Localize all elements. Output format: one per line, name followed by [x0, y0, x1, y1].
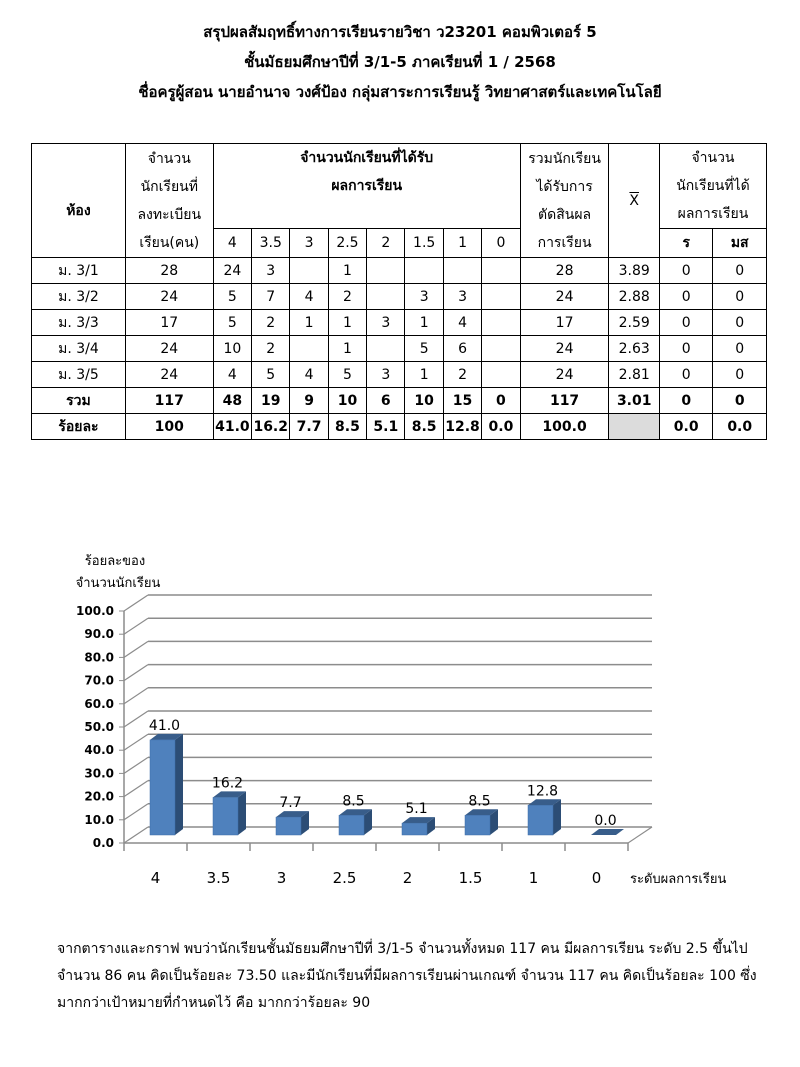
cell-mean: 2.59 — [609, 310, 659, 336]
y-tick-label: 50.0 — [84, 720, 114, 734]
cell-grade-count: 10 — [405, 388, 443, 414]
cell-mean: 2.63 — [609, 336, 659, 362]
cell-grade-count — [367, 258, 405, 284]
cell-grade-count: 5 — [328, 362, 366, 388]
bar — [339, 815, 364, 835]
y-axis-title: จำนวนนักเรียน — [75, 576, 161, 591]
cell-ms: 0 — [713, 258, 767, 284]
cell-room: ม. 3/4 — [32, 336, 126, 362]
cell-mean: 2.81 — [609, 362, 659, 388]
sum-row — [32, 388, 767, 414]
cell-r: 0.0 — [659, 414, 713, 440]
cell-grade-count: 1 — [328, 310, 366, 336]
y-tick-label: 20.0 — [84, 789, 114, 804]
y-tick-label: 70.0 — [84, 673, 114, 688]
table-row — [32, 258, 767, 284]
cell-grade-count: 3 — [405, 284, 443, 310]
bar-value-label: 8.5 — [342, 793, 365, 810]
grid-slant — [124, 757, 148, 773]
y-tick-label: 10.0 — [84, 812, 114, 827]
cell-grade-count: 1 — [328, 336, 366, 362]
x-axis-title: ระดับผลการเรียน — [630, 872, 727, 887]
cell-registered: 100 — [125, 414, 213, 440]
cell-grade-count: 15 — [443, 388, 481, 414]
bar — [465, 815, 490, 835]
report-subtitle: ชั้นมัธยมศึกษาปีที่ 3/1-5 ภาคเรียนที่ 1 / 2568 — [244, 53, 556, 71]
header-grade-1.5: 1.5 — [405, 229, 443, 258]
header-grade-3: 3 — [290, 229, 328, 258]
cell-mean: 3.89 — [609, 258, 659, 284]
cell-ms: 0 — [713, 336, 767, 362]
cell-grade-count — [443, 258, 481, 284]
cell-r: 0 — [659, 362, 713, 388]
cell-total: 24 — [520, 336, 609, 362]
header-line: ผลการเรียน — [331, 178, 403, 194]
bar-value-label: 7.7 — [279, 795, 302, 812]
cell-registered: 24 — [125, 284, 213, 310]
report-title: สรุปผลสัมฤทธิ์ทางการเรียนรายวิชา ว23201 คอมพิวเตอร์ 5 — [203, 23, 597, 41]
header-line: ตัดสินผล — [538, 206, 592, 223]
header-line: จำนวนนักเรียนที่ได้รับ — [300, 150, 434, 166]
grid-slant — [124, 688, 148, 704]
cell-grade-count: 6 — [367, 388, 405, 414]
cell-registered: 117 — [125, 388, 213, 414]
cell-grade-count: 2 — [252, 336, 290, 362]
cell-r: 0 — [659, 310, 713, 336]
bar-side — [175, 734, 183, 835]
bar-top — [591, 829, 624, 835]
header-line: นักเรียนที่ได้ — [676, 178, 750, 194]
table-row — [32, 310, 767, 336]
header-line: การเรียน — [537, 234, 592, 251]
header-line: จำนวน — [147, 150, 191, 167]
cell-total: 117 — [520, 388, 609, 414]
header-other-group — [659, 144, 766, 229]
table-row — [32, 362, 767, 388]
cell-ms: 0 — [713, 310, 767, 336]
cell-grade-count: 2 — [328, 284, 366, 310]
header-line: รวมนักเรียน — [528, 150, 601, 167]
bar-value-label: 12.8 — [526, 783, 559, 800]
cell-grade-count: 10 — [328, 388, 366, 414]
table-row — [32, 336, 767, 362]
bar — [528, 805, 553, 835]
cell-grade-count: 1 — [328, 258, 366, 284]
header-grade-0: 0 — [482, 229, 520, 258]
cell-grade-count: 2 — [443, 362, 481, 388]
cell-total: 100.0 — [520, 414, 609, 440]
cell-mean: 3.01 — [609, 388, 659, 414]
cell-grade-count — [482, 362, 520, 388]
header-grade-3.5: 3.5 — [252, 229, 290, 258]
cell-grade-count: 2 — [252, 310, 290, 336]
header-room-label: ห้อง — [66, 202, 91, 219]
cell-grade-count: 1 — [405, 362, 443, 388]
header-r: ร — [659, 229, 713, 258]
cell-r: 0 — [659, 388, 713, 414]
cell-r: 0 — [659, 336, 713, 362]
y-tick-label: 60.0 — [84, 696, 114, 711]
cell-room: ม. 3/3 — [32, 310, 126, 336]
x-tick-label: 2 — [402, 869, 413, 887]
cell-total: 28 — [520, 258, 609, 284]
cell-total: 17 — [520, 310, 609, 336]
grade-summary-table — [31, 143, 767, 440]
cell-room: ร้อยละ — [32, 414, 126, 440]
cell-room: ม. 3/5 — [32, 362, 126, 388]
cell-registered: 28 — [125, 258, 213, 284]
cell-grade-count: 3 — [443, 284, 481, 310]
cell-grade-count — [290, 258, 328, 284]
cell-grade-count: 8.5 — [405, 414, 443, 440]
cell-grade-count: 3 — [367, 362, 405, 388]
mean-symbol: $\overline{X}$ — [629, 192, 640, 209]
bar-value-label: 41.0 — [148, 717, 181, 734]
grid-slant — [124, 734, 148, 750]
bar — [213, 797, 238, 835]
cell-grade-count: 5 — [252, 362, 290, 388]
cell-grade-count: 10 — [213, 336, 251, 362]
y-axis-title: ร้อยละของ — [84, 554, 146, 569]
cell-total: 24 — [520, 284, 609, 310]
cell-grade-count: 4 — [290, 284, 328, 310]
bar-side — [238, 791, 246, 835]
x-tick-label: 1.5 — [458, 869, 483, 887]
bar — [276, 817, 301, 835]
grid-slant — [124, 665, 148, 681]
cell-grade-count: 0.0 — [482, 414, 520, 440]
cell-grade-count: 24 — [213, 258, 251, 284]
cell-grade-count: 7 — [252, 284, 290, 310]
cell-grade-count — [482, 336, 520, 362]
header-grade-4: 4 — [213, 229, 251, 258]
grade-distribution-chart — [0, 540, 800, 900]
cell-registered: 17 — [125, 310, 213, 336]
bar-value-label: 16.2 — [211, 775, 244, 792]
cell-grade-count: 1 — [290, 310, 328, 336]
summary-paragraph: จากตารางและกราฟ พบว่านักเรียนชั้นมัธยมศึกษาปีที่ 3/1-5 จำนวนทั้งหมด 117 คน มีผลการเรียน ระดับ 2.5 ขึ้นไป จำนวน 86 คน คิดเป็นร้อยละ 73.50 และมีนักเรียนที่มีผลการเรียนผ่านเกณฑ์ จำนวน 117 คน คิดเป็นร้อยละ 100 ซึ่งมากกว่าเป้าหมายที่กำหนดไว้ คือ มากกว่าร้อยละ 90 — [57, 941, 757, 1011]
header-line: จำนวน — [691, 150, 735, 166]
x-tick-label: 1 — [528, 869, 539, 887]
grid-slant — [124, 827, 148, 843]
cell-registered: 24 — [125, 362, 213, 388]
header-ms: มส — [713, 229, 767, 258]
bar — [402, 823, 427, 835]
percent-row — [32, 414, 767, 440]
cell-grade-count: 16.2 — [252, 414, 290, 440]
header-line: ลงทะเบียน — [137, 206, 202, 223]
cell-grade-count: 41.0 — [213, 414, 251, 440]
cell-grade-count: 5 — [213, 310, 251, 336]
grid-slant — [124, 711, 148, 727]
x-tick-label: 2.5 — [332, 869, 357, 887]
bar-side — [553, 799, 561, 835]
cell-room: ม. 3/2 — [32, 284, 126, 310]
cell-room: รวม — [32, 388, 126, 414]
cell-grade-count — [482, 284, 520, 310]
y-tick-label: 0.0 — [92, 836, 114, 850]
cell-grade-count: 1 — [405, 310, 443, 336]
cell-grade-count: 12.8 — [443, 414, 481, 440]
cell-grade-count — [405, 258, 443, 284]
header-line: นักเรียนที่ — [140, 178, 198, 195]
cell-grade-count: 5 — [405, 336, 443, 362]
cell-ms: 0.0 — [713, 414, 767, 440]
x-tick-label: 3 — [276, 869, 287, 887]
header-grade-1: 1 — [443, 229, 481, 258]
cell-grade-count: 5 — [213, 284, 251, 310]
cell-grade-count: 4 — [443, 310, 481, 336]
cell-ms: 0 — [713, 388, 767, 414]
cell-grade-count: 0 — [482, 388, 520, 414]
cell-grade-count: 4 — [290, 362, 328, 388]
table-row — [32, 284, 767, 310]
cell-room: ม. 3/1 — [32, 258, 126, 284]
cell-grade-count — [482, 310, 520, 336]
cell-mean — [609, 414, 659, 440]
cell-r: 0 — [659, 258, 713, 284]
header-grade-2: 2 — [367, 229, 405, 258]
y-tick-label: 90.0 — [84, 627, 114, 642]
header-grades-group — [213, 144, 520, 229]
cell-grade-count — [290, 336, 328, 362]
header-mean — [609, 144, 659, 258]
grid-slant — [124, 781, 148, 797]
cell-ms: 0 — [713, 362, 767, 388]
x-tick-label: 3.5 — [206, 869, 231, 887]
header-line: ได้รับการ — [536, 178, 593, 195]
grid-slant — [124, 595, 148, 611]
cell-grade-count: 7.7 — [290, 414, 328, 440]
cell-grade-count: 6 — [443, 336, 481, 362]
cell-total: 24 — [520, 362, 609, 388]
cell-grade-count — [367, 284, 405, 310]
cell-grade-count: 48 — [213, 388, 251, 414]
cell-r: 0 — [659, 284, 713, 310]
y-tick-label: 40.0 — [84, 743, 114, 758]
header-total — [520, 144, 609, 258]
header-grade-2.5: 2.5 — [328, 229, 366, 258]
header-room — [32, 144, 126, 258]
cell-grade-count: 3 — [367, 310, 405, 336]
teacher-line: ชื่อครูผู้สอน นายอำนาจ วงศ์ป้อง กลุ่มสาระการเรียนรู้ วิทยาศาสตร์และเทคโนโลยี — [138, 83, 662, 101]
x-tick-label: 0 — [591, 869, 602, 887]
cell-grade-count: 19 — [252, 388, 290, 414]
header-registered — [125, 144, 213, 258]
grid-slant — [124, 618, 148, 634]
cell-grade-count — [482, 258, 520, 284]
cell-grade-count — [367, 336, 405, 362]
cell-grade-count: 9 — [290, 388, 328, 414]
grid-slant — [124, 804, 148, 820]
y-tick-label: 80.0 — [84, 650, 114, 665]
bar-value-label: 8.5 — [468, 793, 491, 810]
header-line: เรียน(คน) — [139, 234, 200, 251]
cell-grade-count: 4 — [213, 362, 251, 388]
cell-grade-count: 8.5 — [328, 414, 366, 440]
y-tick-label: 100.0 — [76, 604, 114, 618]
floor-slant — [628, 827, 652, 843]
cell-ms: 0 — [713, 284, 767, 310]
cell-grade-count: 3 — [252, 258, 290, 284]
x-tick-label: 4 — [150, 869, 161, 887]
bar-value-label: 5.1 — [405, 801, 428, 818]
grid-slant — [124, 641, 148, 657]
cell-grade-count: 5.1 — [367, 414, 405, 440]
bar-value-label: 0.0 — [594, 813, 617, 829]
y-tick-label: 30.0 — [84, 766, 114, 781]
cell-registered: 24 — [125, 336, 213, 362]
cell-mean: 2.88 — [609, 284, 659, 310]
bar — [150, 740, 175, 835]
header-line: ผลการเรียน — [677, 206, 749, 222]
